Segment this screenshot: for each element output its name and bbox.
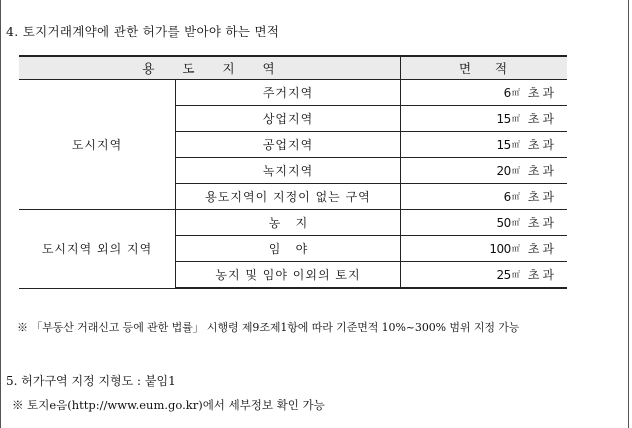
- zone-non-urban: 도시지역 외의 지역: [19, 210, 176, 289]
- area-cell: [401, 132, 568, 158]
- area-cell: [401, 184, 568, 210]
- area-value: 25: [496, 268, 511, 282]
- sub-zone: 주거지역: [176, 80, 401, 106]
- use-zone-header: 용 도 지 역: [19, 56, 401, 80]
- area-cell: [401, 236, 568, 262]
- sub-zone: 농지 및 임야 이외의 토지: [176, 262, 401, 289]
- sub-zone: 상업지역: [176, 106, 401, 132]
- sub-zone: 임 야: [176, 236, 401, 262]
- area-cell: [401, 262, 568, 289]
- area-suffix: 초과: [527, 164, 557, 178]
- sub-zone: 용도지역이 지정이 없는 구역: [176, 184, 401, 210]
- area-cell: [401, 210, 568, 236]
- area-suffix: 초과: [527, 268, 557, 282]
- area-value: 20: [496, 164, 511, 178]
- area-value: 100: [489, 242, 511, 256]
- sub-zone: 공업지역: [176, 132, 401, 158]
- area-value: 15: [496, 112, 511, 126]
- area-suffix: 초과: [527, 112, 557, 126]
- area-unit: ㎡: [511, 166, 520, 175]
- area-cell: [401, 158, 568, 184]
- section-4-heading: 4. 토지거래계약에 관한 허가를 받아야 하는 면적: [6, 24, 280, 39]
- sub-zone: 녹지지역: [176, 158, 401, 184]
- table-row: [19, 210, 567, 236]
- area-suffix: 초과: [527, 86, 557, 100]
- area-header: 면 적: [401, 56, 568, 80]
- sub-zone: 농 지: [176, 210, 401, 236]
- legal-note: ※ 「부동산 거래신고 등에 관한 법률」 시행령 제9조제1항에 따라 기준면적 10%~300% 범위 지정 가능: [17, 321, 520, 334]
- area-value: 6: [503, 190, 511, 204]
- area-suffix: 초과: [527, 242, 557, 256]
- area-value: 6: [503, 86, 511, 100]
- area-unit: ㎡: [511, 140, 520, 149]
- area-cell: [401, 106, 568, 132]
- permit-area-table: [19, 55, 567, 289]
- area-cell: [401, 80, 568, 106]
- area-suffix: 초과: [527, 138, 557, 152]
- area-value: 50: [496, 216, 511, 230]
- area-unit: ㎡: [511, 218, 520, 227]
- info-note: ※ 토지e음(http://www.eum.go.kr)에서 세부정보 확인 가능: [12, 398, 325, 412]
- table-row: [19, 80, 567, 106]
- area-unit: ㎡: [511, 244, 520, 253]
- area-suffix: 초과: [527, 216, 557, 230]
- area-unit: ㎡: [511, 88, 520, 97]
- left-border: [0, 0, 1, 428]
- table-header-row: [19, 56, 567, 80]
- area-unit: ㎡: [511, 270, 520, 279]
- area-unit: ㎡: [511, 192, 520, 201]
- right-border: [628, 0, 629, 428]
- area-unit: ㎡: [511, 114, 520, 123]
- area-value: 15: [496, 138, 511, 152]
- section-5-heading: 5. 허가구역 지정 지형도 : 붙임1: [6, 374, 176, 388]
- area-suffix: 초과: [527, 190, 557, 204]
- zone-urban: 도시지역: [19, 80, 176, 210]
